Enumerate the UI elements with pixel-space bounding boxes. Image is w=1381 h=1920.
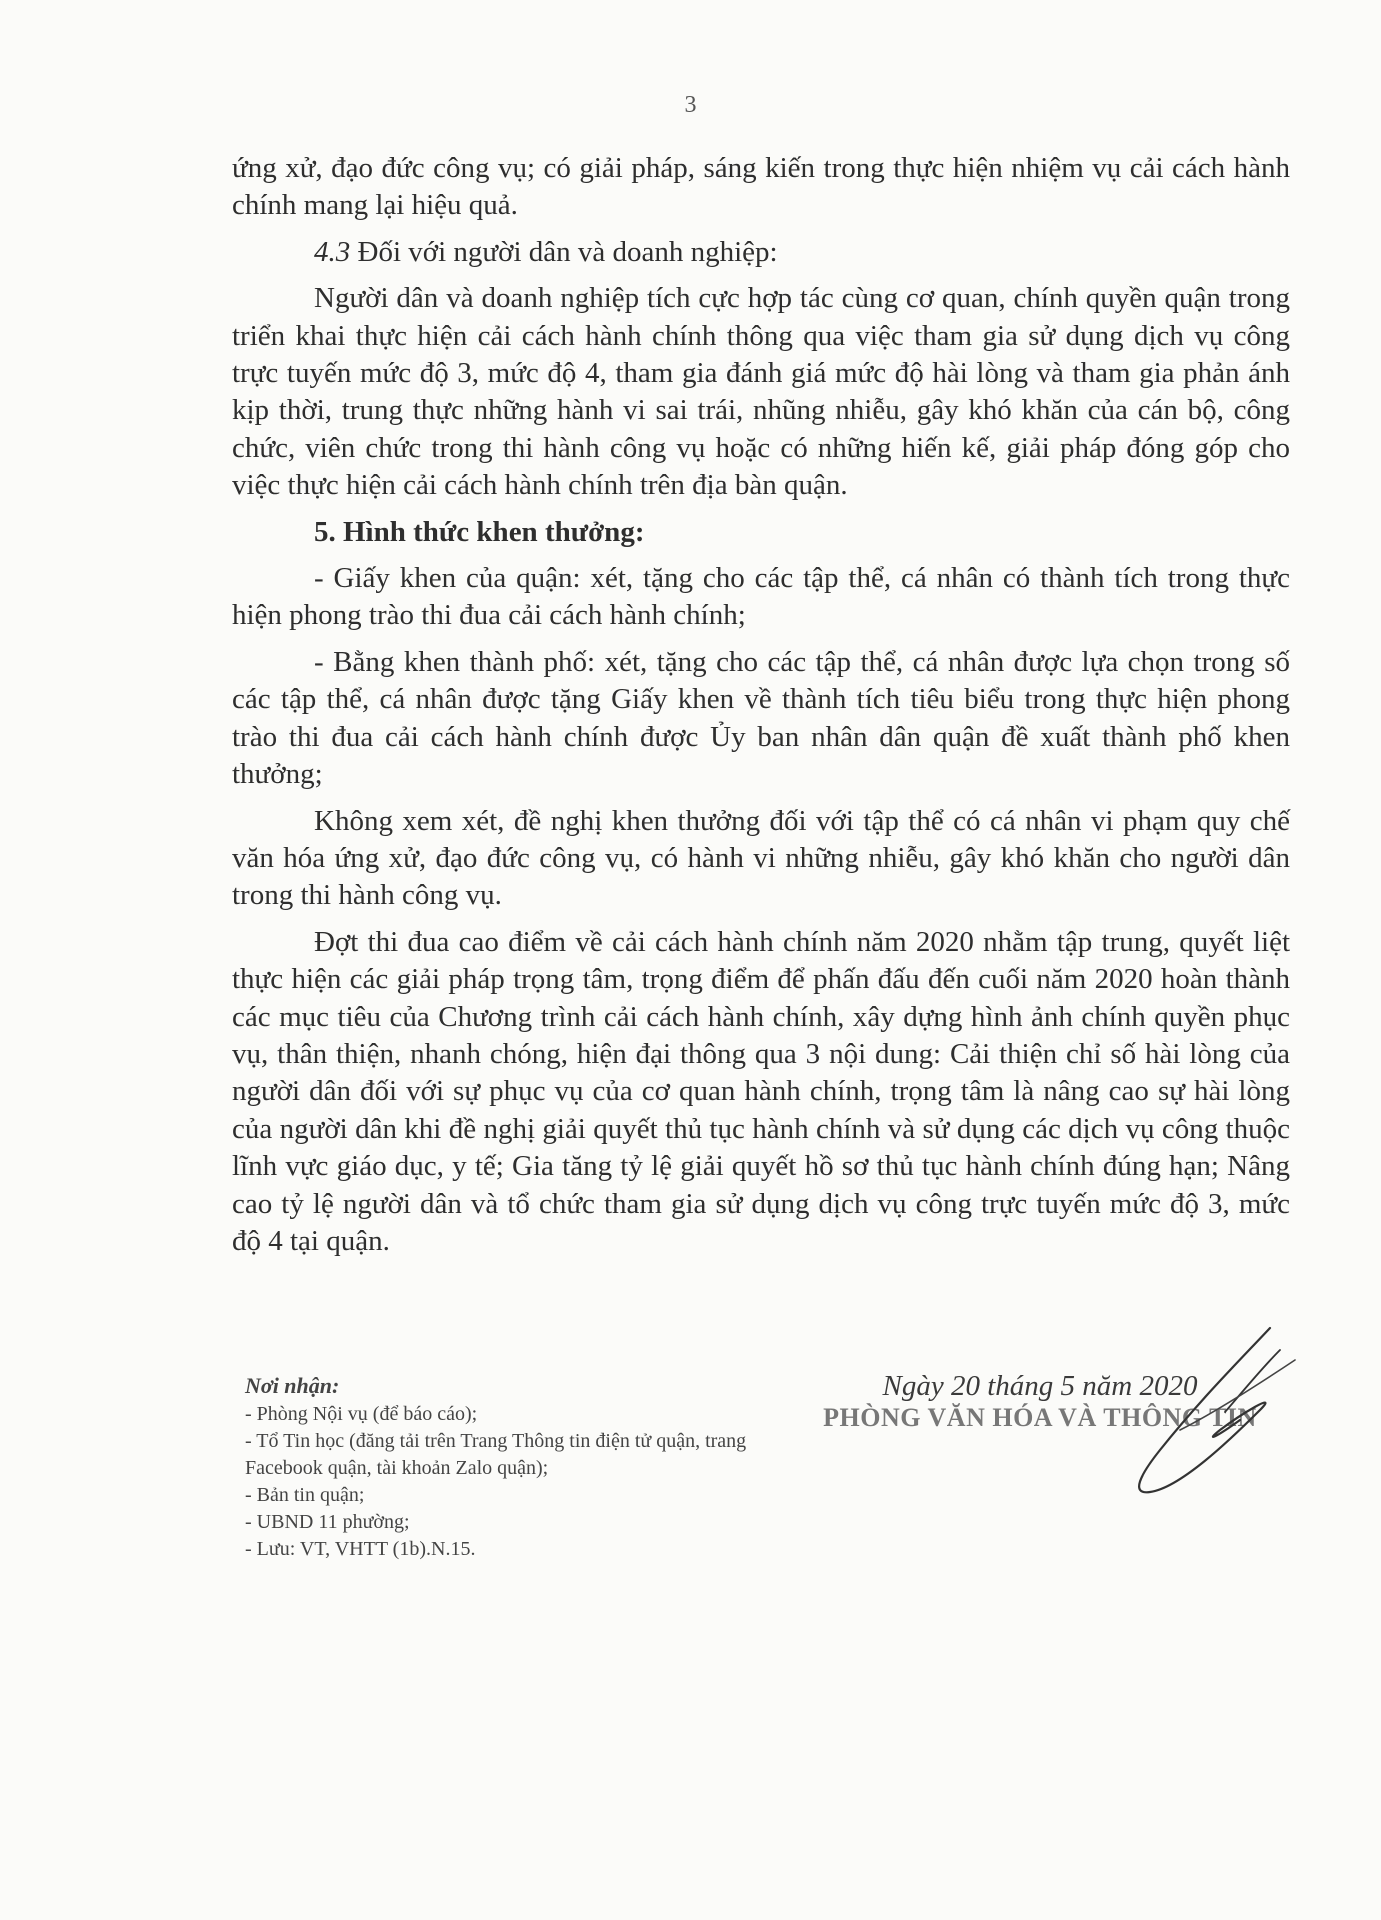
paragraph-district-certificate: - Giấy khen của quận: xét, tặng cho các tập thể, cá nhân có thành tích trong thực hiện phong trào thi đua cải cách hành chính;: [232, 562, 1290, 632]
paragraph-exclusion: Không xem xét, đề nghị khen thưởng đối với tập thể có cá nhân vi phạm quy chế văn hóa ứng xử, đạo đức công vụ, có hành vi những nhiễu, gây khó khăn cho người dân trong thi hành công vụ.: [232, 804, 1290, 912]
subsection-heading: [232, 234, 1290, 271]
recipients-title: Nơi nhận:: [245, 1373, 340, 1398]
paragraph-citizens: Người dân và doanh nghiệp tích cực hợp tác cùng cơ quan, chính quyền quận trong triển khai thực hiện cải cách hành chính thông qua việc tham gia sử dụng dịch vụ công trực tuyến mức độ 3, mức độ 4, tham gia đánh giá mức độ hài lòng và tham gia phản ánh kịp thời, trung thực những hành vi sai trái, nhũng nhiễu, gây khó khăn của cán bộ, công chức, viên chức trong thi hành công vụ hoặc có những hiến kế, giải pháp đóng góp cho việc thực hiện cải cách hành chính trên địa bàn quận.: [232, 282, 1290, 502]
subsection-number: 4.3: [314, 235, 351, 268]
recipients-block: [245, 1372, 765, 1563]
paragraph-city-certificate: - Bằng khen thành phố: xét, tặng cho các tập thể, cá nhân được lựa chọn trong số các tập thể, cá nhân được tặng Giấy khen về thành tích tiêu biểu trong thực hiện phong trào thi đua cải cách hành chính được Ủy ban nhân dân quận đề xuất thành phố khen thưởng;: [232, 645, 1290, 791]
recipient-item: - Phòng Nội vụ (để báo cáo);: [245, 1403, 478, 1425]
section-heading: 5. Hình thức khen thưởng:: [314, 515, 645, 548]
recipient-item: - Tổ Tin học (đăng tải trên Trang Thông tin điện tử quận, trang Facebook quận, tài khoản Zalo quận);: [245, 1430, 747, 1479]
paragraph-continuation: ứng xử, đạo đức công vụ; có giải pháp, sáng kiến trong thực hiện nhiệm vụ cải cách hành chính mang lại hiệu quả.: [232, 152, 1290, 222]
recipient-item: - UBND 11 phường;: [245, 1511, 410, 1533]
recipient-item: - Lưu: VT, VHTT (1b).N.15.: [245, 1538, 476, 1560]
paragraph-summary: Đợt thi đua cao điểm về cải cách hành chính năm 2020 nhằm tập trung, quyết liệt thực hiện các giải pháp trọng tâm, trọng điểm để phấn đấu đến cuối năm 2020 hoàn thành các mục tiêu của Chương trình cải cách hành chính, xây dựng hình ảnh chính quyền phục vụ, thân thiện, nhanh chóng, hiện đại thông qua 3 nội dung: Cải thiện chỉ số hài lòng của người dân đối với sự phục vụ của cơ quan hành chính, trọng tâm là nâng cao sự hài lòng của người dân khi đề nghị giải quyết thủ tục hành chính và sử dụng các dịch vụ công thuộc lĩnh vực giáo dục, y tế; Gia tăng tỷ lệ giải quyết hồ sơ thủ tục hành chính đúng hạn; Nâng cao tỷ lệ người dân và tổ chức tham gia sử dụng dịch vụ công trực tuyến mức độ 3, mức độ 4 tại quận.: [232, 925, 1290, 1257]
subsection-title: Đối với người dân và doanh nghiệp:: [350, 235, 778, 268]
handwritten-signature-icon: [1120, 1320, 1340, 1510]
page-number: 3: [684, 92, 697, 118]
signature-date: Ngày 20 tháng 5 năm 2020: [882, 1370, 1198, 1402]
signing-organization: PHÒNG VĂN HÓA VÀ THÔNG TIN: [823, 1403, 1257, 1432]
recipient-item: - Bản tin quận;: [245, 1484, 365, 1506]
document-body: [232, 150, 1290, 1260]
recipients-list: [245, 1401, 765, 1563]
